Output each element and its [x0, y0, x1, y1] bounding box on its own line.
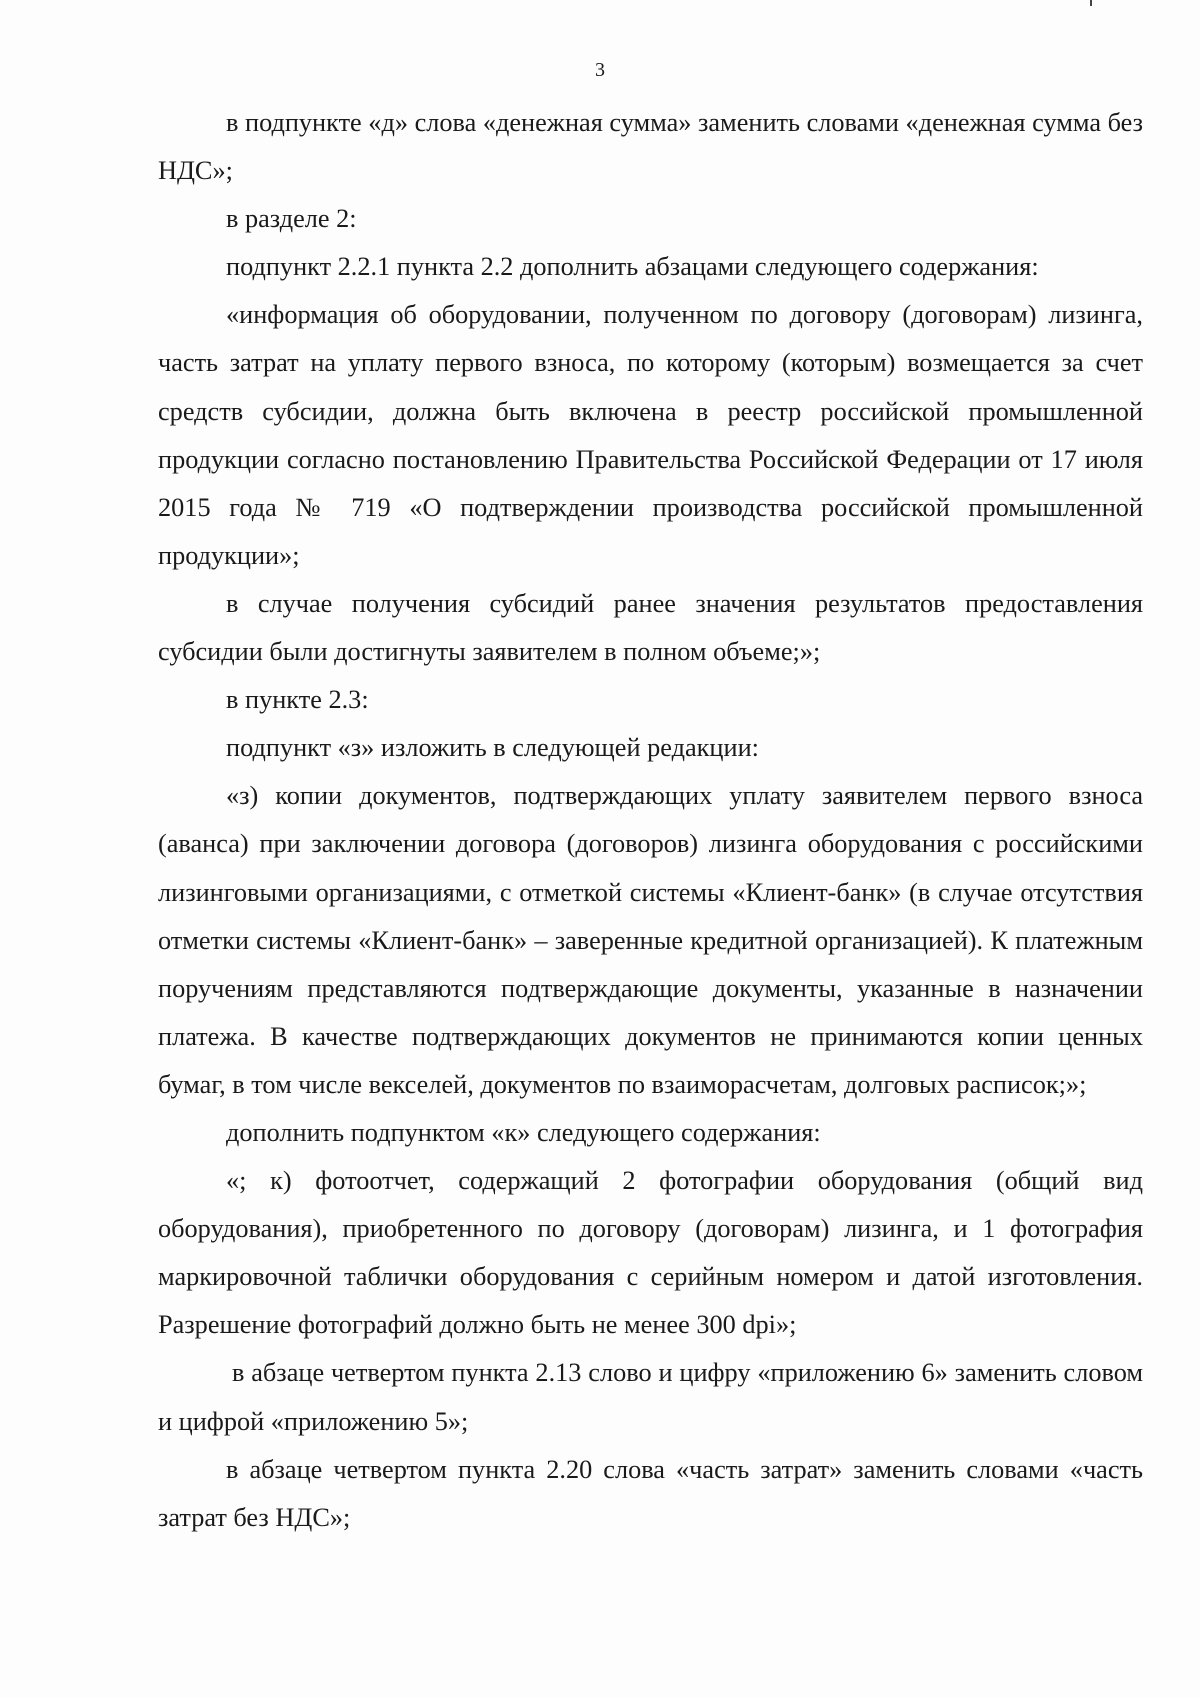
paragraph-item-2-3: в пункте 2.3: — [226, 685, 369, 715]
paragraph-subitem-k-text: «; к) фотоотчет, содержащий 2 фотографии оборудования (общий вид оборудования), приобретенного по договору (договорам) лизинга, и 1 фотография маркировочной таблички оборудования с серийным номером и датой изготовления. Разрешение фотографий должно быть не менее 300 dpi»; — [158, 1166, 1143, 1340]
paragraph-subitem-k-heading: дополнить подпунктом «к» следующего содержания: — [226, 1117, 821, 1147]
scan-mark — [1090, 0, 1092, 6]
paragraph-subitem-z-text: «з) копии документов, подтверждающих уплату заявителем первого взноса (аванса) при заключении договора (договоров) лизинга оборудования с российскими лизинговыми организациями, с отметкой системы «Клиент-банк» (в случае отсутствия отметки системы «Клиент-банк» – заверенные кредитной организацией). К платежным поручениям представляются подтверждающие документы, указанные в назначении платежа. В качестве подтверждающих документов не принимаются копии ценных бумаг, в том числе векселей, документов по взаиморасчетам, долговых расписок;»; — [158, 781, 1143, 1099]
document-body — [158, 99, 1143, 1542]
paragraph-section-2: в разделе 2: — [226, 204, 357, 234]
paragraph-subsidy-results: в случае получения субсидий ранее значения результатов предоставления субсидии были достигнуты заявителем в полном объеме;»; — [158, 588, 1143, 667]
paragraph-item-2-13: в абзаце четвертом пункта 2.13 слово и цифру «приложению 6» заменить словом и цифрой «приложению 5»; — [158, 1358, 1143, 1436]
page-number: 3 — [595, 59, 605, 81]
paragraph-subitem-d: в подпункте «д» слова «денежная сумма» заменить словами «денежная сумма без НДС»; — [158, 108, 1143, 186]
paragraph-subitem-z-heading: подпункт «з» изложить в следующей редакции: — [226, 733, 759, 763]
paragraph-equipment-info: «информация об оборудовании, полученном по договору (договорам) лизинга, часть затрат на уплату первого взноса, по которому (которым) возмещается за счет средств субсидии, должна быть включена в реестр российской промышленной продукции согласно постановлению Правительства Российской Федерации от 17 июля 2015 года № 719 «О подтверждении производства российской промышленной продукции»; — [158, 300, 1143, 570]
paragraph-item-2-20: в абзаце четвертом пункта 2.20 слова «часть затрат» заменить словами «часть затрат без НДС»; — [158, 1454, 1143, 1532]
paragraph-subitem-2-2-1: подпункт 2.2.1 пункта 2.2 дополнить абзацами следующего содержания: — [226, 252, 1039, 282]
